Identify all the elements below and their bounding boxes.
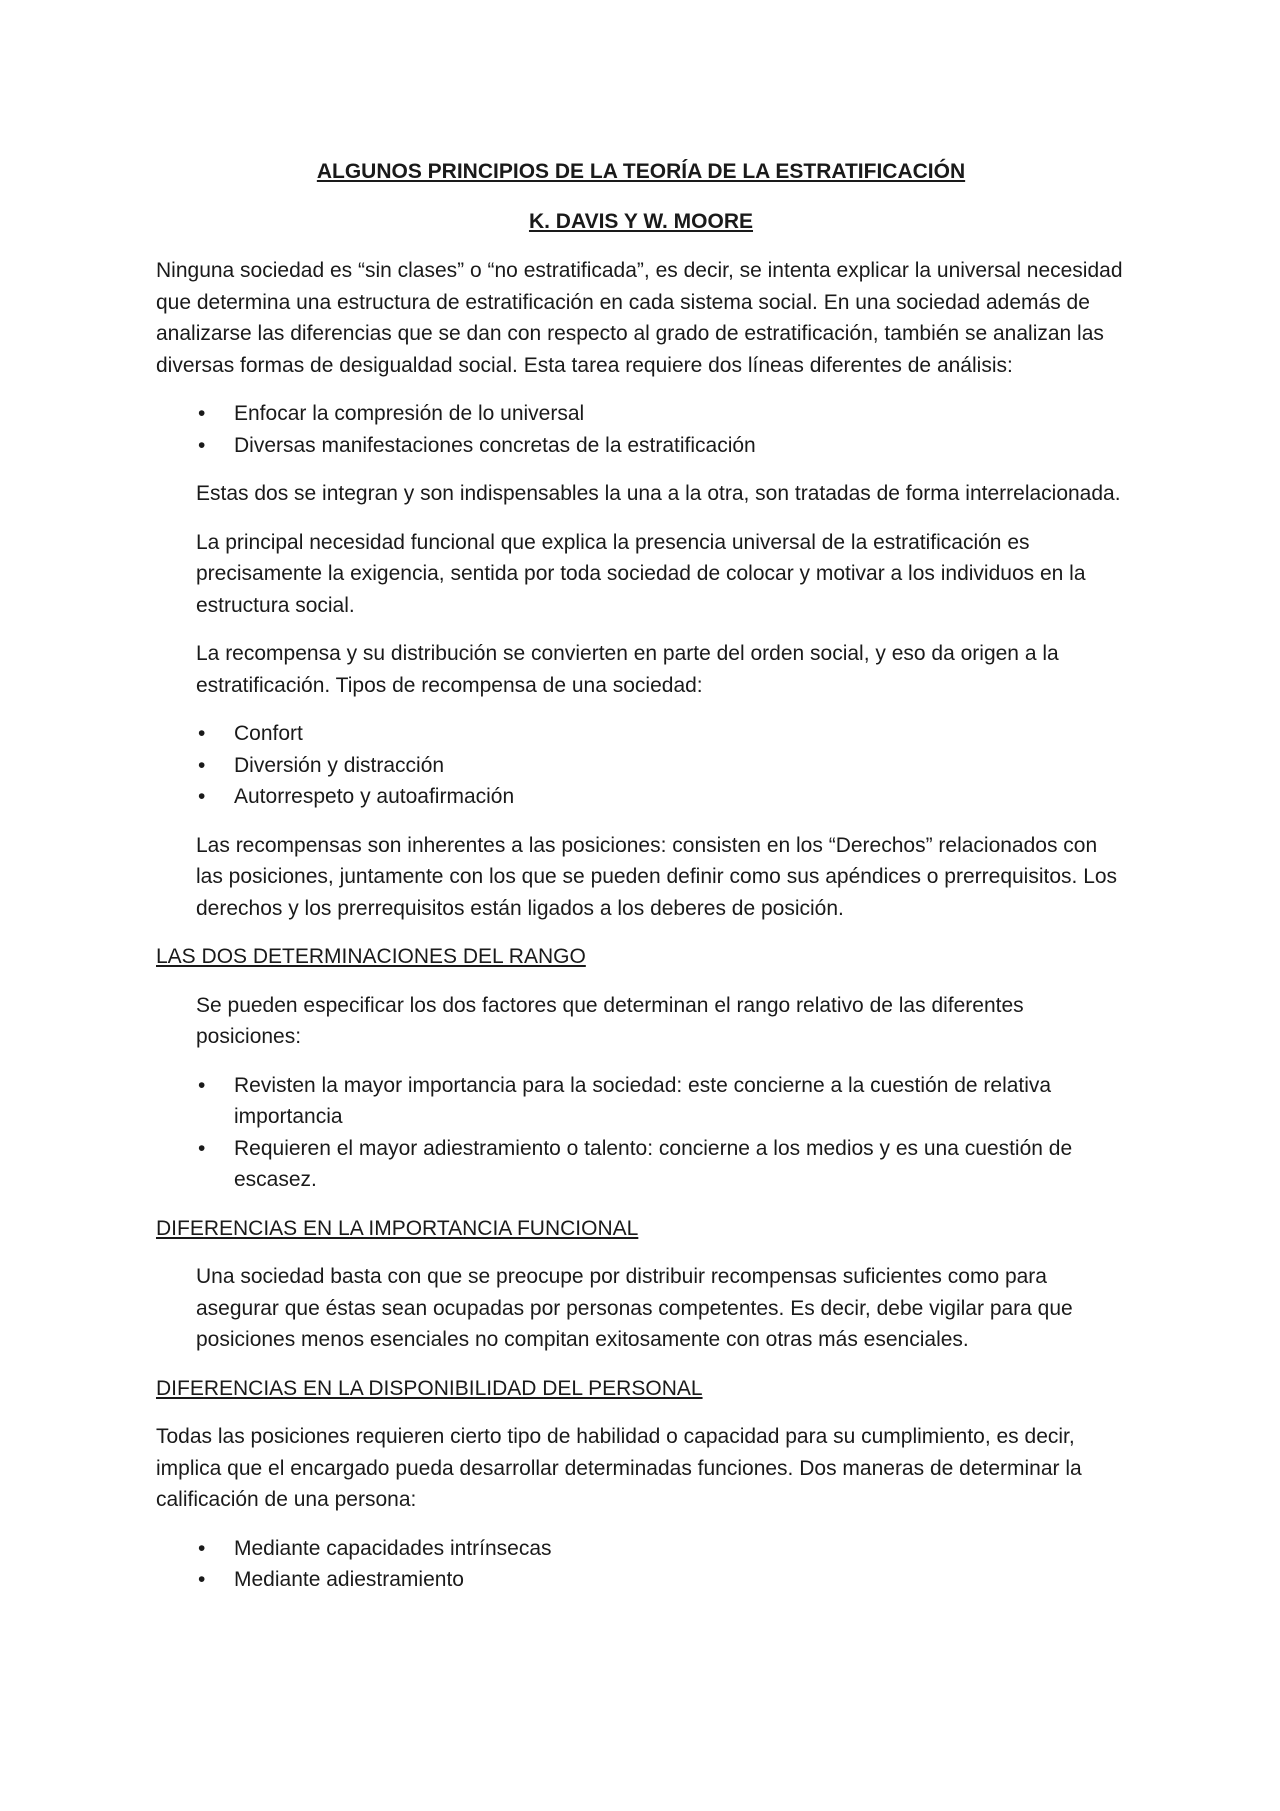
document-page <box>156 156 1126 1613</box>
list-item: • Diversas manifestaciones concretas de la estratificación <box>156 430 1126 462</box>
list-item: • Mediante capacidades intrínsecas <box>156 1533 1126 1565</box>
bullet-icon: • <box>198 433 206 457</box>
list-item: • Confort <box>156 718 1126 750</box>
section-heading-importance: DIFERENCIAS EN LA IMPORTANCIA FUNCIONAL <box>156 1216 639 1240</box>
qualification-list <box>156 1533 1126 1596</box>
rights-paragraph: Las recompensas son inherentes a las posiciones: consisten en los “Derechos” relacionados con las posiciones, juntamente con los que se pueden definir como sus apéndices o prerrequisitos. Los derechos y los prerrequisitos están ligados a los deberes de posición. <box>196 833 1118 920</box>
bullet-icon: • <box>198 785 206 808</box>
importance-paragraph: Una sociedad basta con que se preocupe por distribuir recompensas suficientes como para asegurar que éstas sean ocupadas por personas competentes. Es decir, debe vigilar para que posiciones menos esenciales no compitan exitosamente con otras más esenciales. <box>196 1265 1073 1351</box>
rank-paragraph: Se pueden especificar los dos factores que determinan el rango relativo de las diferentes posiciones: <box>196 993 1024 1048</box>
list-item: • Diversión y distracción <box>156 750 1126 782</box>
bullet-icon: • <box>198 1136 206 1160</box>
reward-paragraph: La recompensa y su distribución se convierten en parte del orden social, y eso da origen a la estratificación. Tipos de recompensa de una sociedad: <box>196 642 1059 697</box>
bullet-icon: • <box>198 1073 206 1097</box>
integrate-paragraph: Estas dos se integran y son indispensables la una a la otra, son tratadas de forma interrelacionada. <box>196 482 1121 505</box>
document-title: ALGUNOS PRINCIPIOS DE LA TEORÍA DE LA ESTRATIFICACIÓN <box>316 160 966 183</box>
list-item: • Mediante adiestramiento <box>156 1564 1126 1596</box>
reward-types-list <box>156 718 1126 813</box>
analysis-lines-list <box>156 398 1126 461</box>
necessity-paragraph: La principal necesidad funcional que explica la presencia universal de la estratificación es precisamente la exigencia, sentida por toda sociedad de colocar y motivar a los individuos en la estructura social. <box>196 530 1086 617</box>
bullet-icon: • <box>198 1568 206 1591</box>
list-item: • Enfocar la compresión de lo universal <box>156 398 1126 430</box>
list-item: • Requieren el mayor adiestramiento o talento: concierne a los medios y es una cuestión de escasez. <box>156 1133 1126 1196</box>
availability-paragraph: Todas las posiciones requieren cierto tipo de habilidad o capacidad para su cumplimiento, es decir, implica que el encargado pueda desarrollar determinadas funciones. Dos maneras de determinar la calificación de una persona: <box>156 1425 1082 1511</box>
bullet-icon: • <box>198 753 206 777</box>
rank-factors-list <box>156 1070 1126 1196</box>
section-heading-availability: DIFERENCIAS EN LA DISPONIBILIDAD DEL PERSONAL <box>156 1376 703 1400</box>
intro-paragraph: Ninguna sociedad es “sin clases” o “no estratificada”, es decir, se intenta explicar la universal necesidad que determina una estructura de estratificación en cada sistema social. En una sociedad además de analizarse las diferencias que se dan con respecto al grado de estratificación, también se analizan las diversas formas de desigualdad social. Esta tarea requiere dos líneas diferentes de análisis: <box>156 259 1123 377</box>
list-item: • Autorrespeto y autoafirmación <box>156 781 1126 813</box>
section-heading-rank: LAS DOS DETERMINACIONES DEL RANGO <box>156 945 586 968</box>
document-authors: K. DAVIS Y W. MOORE <box>528 209 754 233</box>
list-item: • Revisten la mayor importancia para la sociedad: este concierne a la cuestión de relativa importancia <box>156 1070 1126 1133</box>
bullet-icon: • <box>198 402 206 425</box>
bullet-icon: • <box>198 1536 206 1560</box>
bullet-icon: • <box>198 722 206 745</box>
